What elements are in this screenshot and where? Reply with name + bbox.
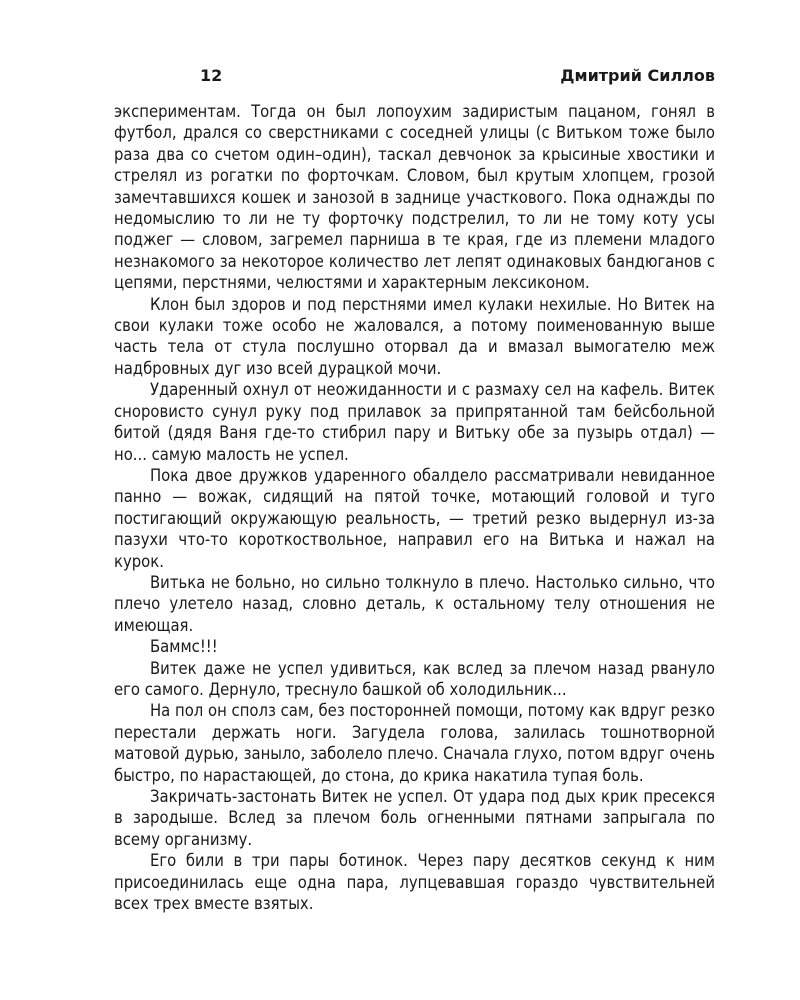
paragraph: Пока двое дружков ударенного обалдело рассматривали невиданное панно — вожак, сидящий на пятой точке, мотающий головой и туго постигающий окружающую реальность, — третий резко выдернул из-за пазухи что-то короткоствольное, направил его на Витька и нажал на курок. xyxy=(114,465,715,571)
paragraph: Баммс!!! xyxy=(150,637,218,657)
paragraph: экспериментам. Тогда он был лопоухим задиристым пацаном, гонял в футбол, дрался со сверстниками с соседней улицы (с Витьком тоже было раза два со счетом один–один), таскал девчонок за крысиные хвостики и стрелял из рогатки по форточкам. Словом, был крутым хлопцем, грозой замечтавшихся кошек и занозой в заднице участкового. Пока однажды по недомыслию то ли не ту форточку подстрелил, то ли не тому коту усы поджег — словом, загремел парниша в те края, где из племени младого незнакомого за некоторое количество лет лепят одинаковых бандюганов с цепями, перстнями, челюстями и характерным лексиконом. xyxy=(114,102,715,293)
paragraph: Клон был здоров и под перстнями имел кулаки нехилые. Но Витек на свои кулаки тоже особо не жаловался, а потому поименованную выше часть тела от стула послушно оторвал да и вмазал вымогателю меж надбровных дуг изо всей дурацкой мочи. xyxy=(114,294,715,378)
paragraph: Ударенный охнул от неожиданности и с размаху сел на кафель. Витек сноровисто сунул руку под прилавок за припрятанной там бейсбольной битой (дядя Ваня где-то стибрил пару и Витьку обе за пузырь отдал) — но... самую малость не успел. xyxy=(114,380,715,464)
running-title: Дмитрий Силлов xyxy=(560,66,715,85)
paragraph: Его били в три пары ботинок. Через пару десятков секунд к ним присоединилась еще одна пара, лупцевавшая гораздо чувствительней всех трех вместе взятых. xyxy=(114,851,715,914)
body-text xyxy=(114,101,715,914)
page-number: 12 xyxy=(200,66,223,85)
paragraph: На пол он сполз сам, без посторонней помощи, потому как вдруг резко перестали держать ноги. Загудела голова, залилась тошнотворной матовой дурью, заныло, заболело плечо. Сначала глухо, потом вдруг очень быстро, по нарастающей, до стона, до крика накатила тупая боль. xyxy=(114,701,715,785)
paragraph: Витек даже не успел удивиться, как вслед за плечом назад рвануло его самого. Дернуло, треснуло башкой об холодильник... xyxy=(114,658,715,699)
paragraph: Витька не больно, но сильно толкнуло в плечо. Настолько сильно, что плечо улетело назад, словно деталь, к остальному телу отношения не имеющая. xyxy=(114,572,715,635)
page-header xyxy=(114,66,715,90)
paragraph: Закричать-застонать Витек не успел. От удара под дых крик пресекся в зародыше. Вслед за плечом боль огненными пятнами запрыгала по всему организму. xyxy=(114,787,715,849)
